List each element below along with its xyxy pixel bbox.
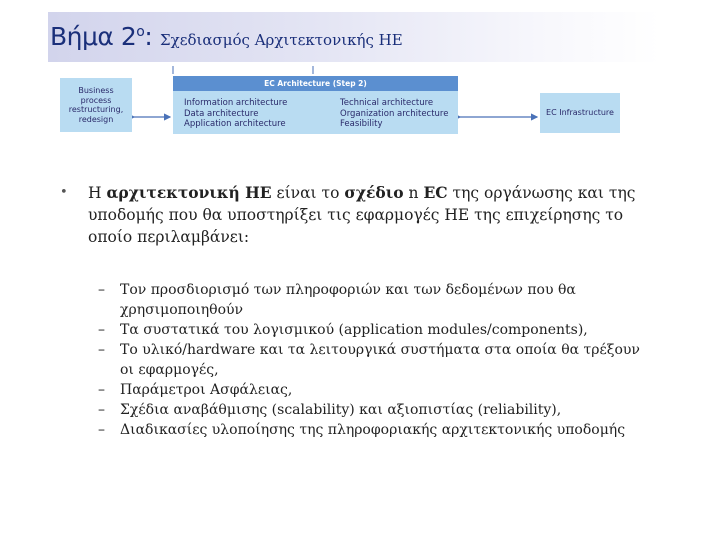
ec-architecture-header: EC Architecture (Step 2) [173, 76, 458, 91]
bullet-dot-icon: • [60, 185, 68, 200]
list-item: – Διαδικασίες υλοποίησης της πληροφοριακής αρχιτεκτονικής υποδομής [98, 422, 626, 438]
ec-infrastructure-box: EC Infrastructure [540, 93, 620, 133]
dash-icon: – [98, 282, 105, 298]
list-item: – Σχέδια αναβάθμισης (scalability) και αξιοπιστίας (reliability), [98, 402, 562, 418]
dash-icon: – [98, 342, 105, 358]
main-bullet-text: Η αρχιτεκτονική ΗΕ είναι το σχέδιο n EC της οργάνωσης και της υποδομής που θα υποστηρίξει τις εφαρμογές ΗΕ της επιχείρησης το οποίο περιλαμβάνει: [88, 183, 636, 246]
dash-icon: – [98, 322, 105, 338]
ec-item-data: Data architecture [184, 108, 259, 119]
ec-item-technical: Technical architecture [340, 98, 434, 108]
ec-item-application: Application architecture [184, 119, 286, 129]
slide-title: Βήμα $2^o$: [50, 22, 153, 51]
list-item: – Το υλικό/hardware και τα λειτουργικά συστήματα στα οποία θα τρέξουν οι εφαρμογές, [98, 342, 640, 378]
sub-bullet-list [98, 280, 658, 440]
ec-right-column [340, 98, 448, 130]
ec-architecture-box [173, 76, 458, 134]
business-process-box: Business process restructuring, redesign [60, 78, 132, 132]
ec-item-organization: Organization architecture [340, 108, 449, 119]
list-item: – Παράμετροι Ασφάλειας, [98, 382, 293, 398]
ec-item-information: Information architecture [184, 98, 288, 108]
ec-item-feasibility: Feasibility [340, 119, 383, 129]
dash-icon: – [98, 402, 105, 418]
slide-subtitle: Σχεδιασμός Αρχιτεκτονικής ΗΕ [160, 31, 403, 49]
ec-left-column [184, 98, 287, 130]
list-item: – Τον προσδιορισμό των πληροφοριών και των δεδομένων που θα χρησιμοποιηθούν [98, 282, 576, 318]
list-item: – Τα συστατικά του λογισμικού (application modules/components), [98, 322, 588, 338]
dash-icon: – [98, 382, 105, 398]
dash-icon: – [98, 422, 105, 438]
